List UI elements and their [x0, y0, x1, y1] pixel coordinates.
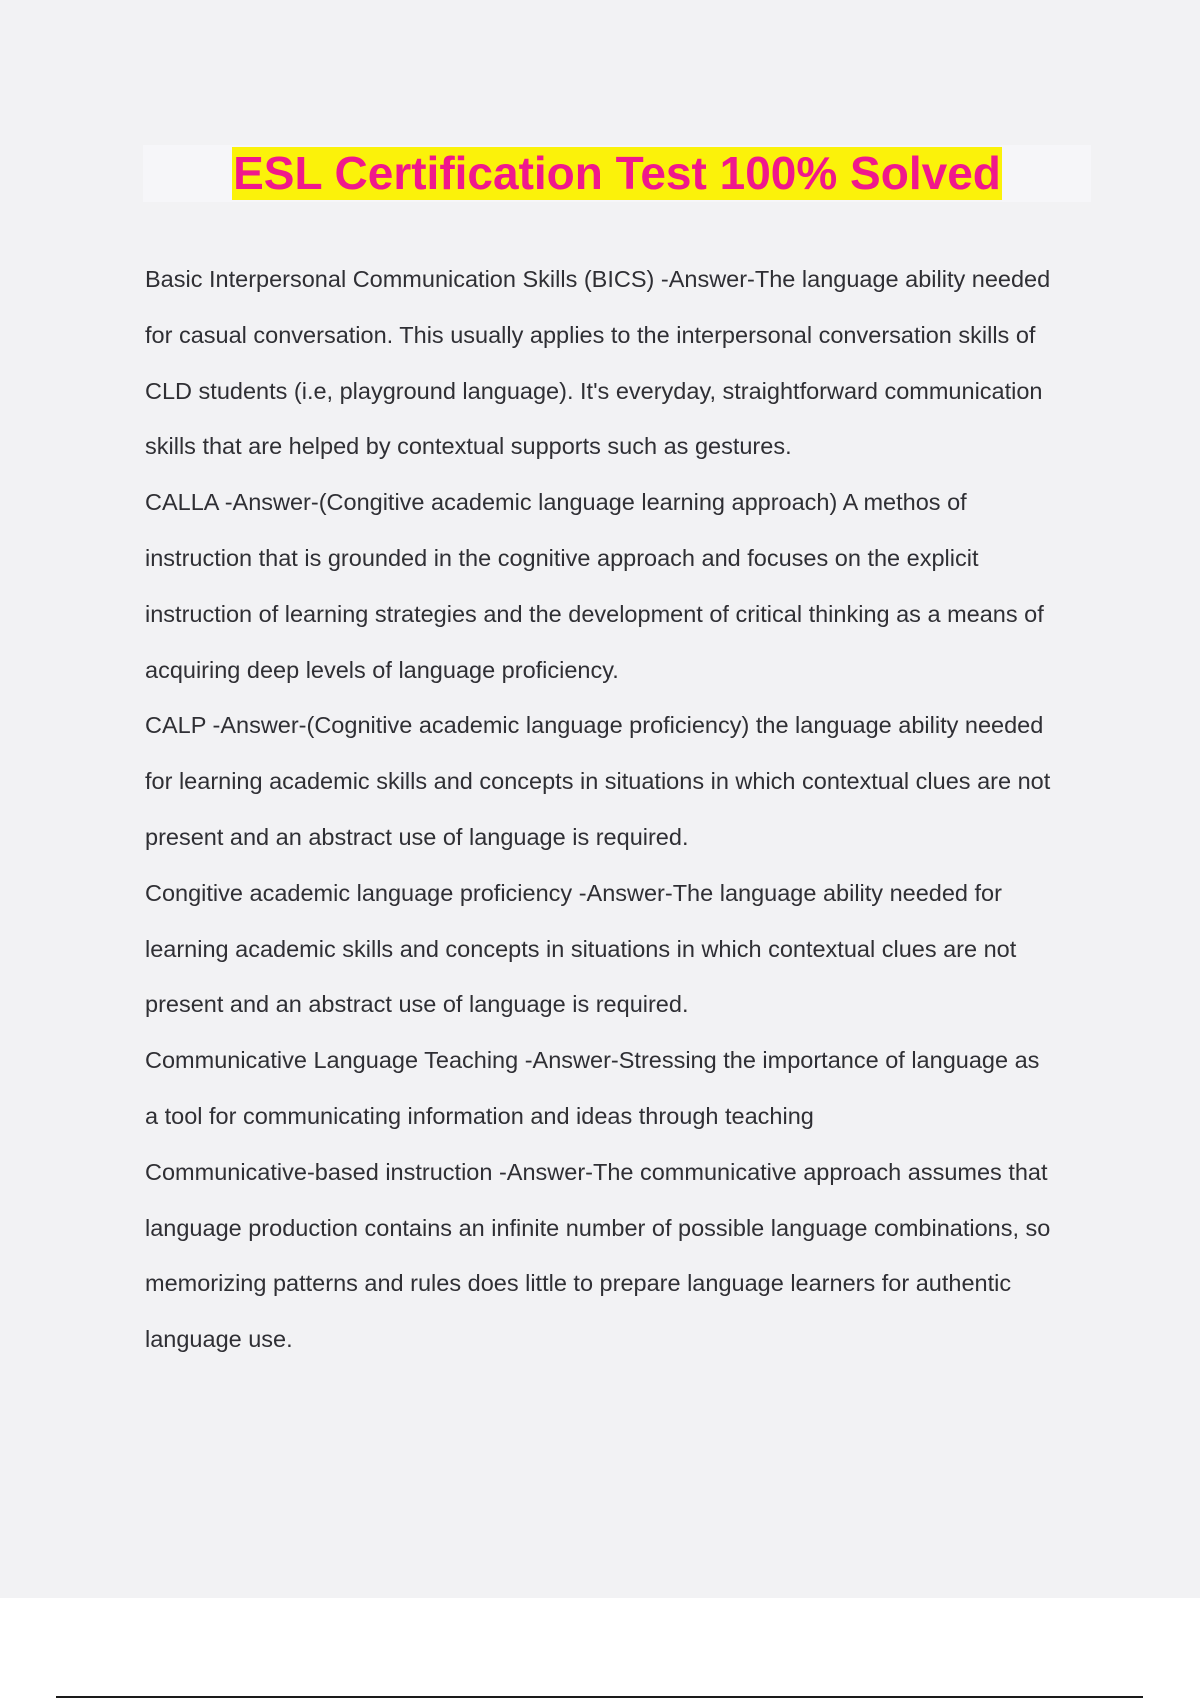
entry-line: Basic Interpersonal Communication Skills (BICS) -Answer-The language ability needed: [145, 266, 1051, 292]
entry-line: acquiring deep levels of language proficiency.: [145, 656, 619, 683]
entry-line: learning academic skills and concepts in situations in which contextual clues are not: [145, 935, 1017, 962]
entry-line: for learning academic skills and concepts in situations in which contextual clues are not: [145, 768, 1051, 795]
entry-line: Communicative-based instruction -Answer-The communicative approach assumes that: [145, 1158, 1048, 1185]
entry-line: language use.: [145, 1326, 293, 1353]
entry-line: present and an abstract use of language is required.: [145, 823, 689, 850]
entry-line: language production contains an infinite number of possible language combinations, so: [145, 1214, 1051, 1241]
page-title: ESL Certification Test 100% Solved: [233, 147, 1001, 199]
entry-line: skills that are helped by contextual supports such as gestures.: [145, 433, 792, 460]
entry-line: memorizing patterns and rules does little to prepare language learners for authentic: [145, 1270, 1012, 1297]
entry-line: Communicative Language Teaching -Answer-Stressing the importance of language as: [145, 1047, 1040, 1074]
entry-line: a tool for communicating information and ideas through teaching: [145, 1102, 814, 1129]
entry-line: Congitive academic language proficiency -Answer-The language ability needed for: [145, 879, 1002, 906]
entry-line: CLD students (i.e, playground language). It's everyday, straightforward communication: [145, 377, 1043, 404]
entry-calla: [145, 475, 1085, 698]
entry-line: present and an abstract use of language is required.: [145, 991, 689, 1018]
entry-line: CALLA -Answer-(Congitive academic language learning approach) A methos of: [145, 489, 967, 516]
entry-calp: [145, 698, 1085, 865]
entry-line: for casual conversation. This usually applies to the interpersonal conversation skills of: [145, 321, 1036, 348]
entry-line: CALP -Answer-(Cognitive academic language proficiency) the language ability needed: [145, 712, 1044, 739]
entry-line: instruction of learning strategies and the development of critical thinking as a means of: [145, 600, 1044, 627]
entry-communicative-language-teaching: [145, 1033, 1085, 1145]
title-banner: [143, 145, 1091, 202]
entry-cognitive-academic-language-proficiency: [145, 866, 1085, 1033]
entry-communicative-based-instruction: [145, 1145, 1085, 1368]
entry-line: instruction that is grounded in the cognitive approach and focuses on the explicit: [145, 544, 979, 571]
answer-list: [145, 252, 1085, 1368]
footer-divider: [56, 1696, 1143, 1698]
entry-bics: [145, 252, 1085, 475]
